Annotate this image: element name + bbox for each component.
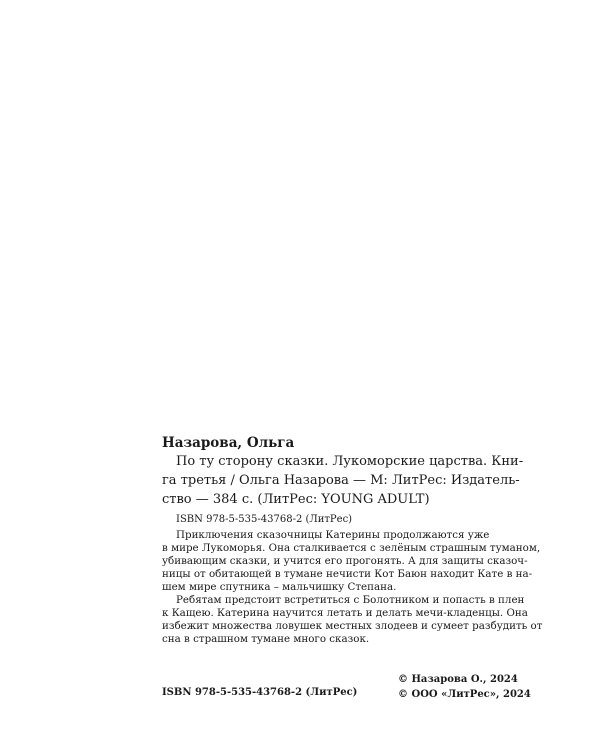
annotation [162, 529, 543, 646]
annotation-line: Приключения сказочницы Катерины продолжаются уже [176, 529, 490, 541]
annotation-line: сна в страшном тумане много сказок. [162, 633, 370, 645]
bibliographic-title [162, 452, 524, 509]
annotation-line: избежит множества ловушек местных злодеев и сумеет разбудить от [162, 620, 543, 632]
copyright-line: © Назарова О., 2024 [398, 674, 518, 685]
title-line: По ту сторону сказки. Лукоморские царства. Кни- [176, 454, 524, 469]
copyright-line: © ООО «ЛитРес», 2024 [398, 689, 531, 700]
author-name: Назарова, Ольга [162, 435, 295, 451]
annotation-line: убивающим сказки, и учится его прогонять. А для защиты сказоч- [162, 555, 528, 567]
annotation-line: в мире Лукоморья. Она сталкивается с зелёным страшным туманом, [162, 542, 541, 554]
annotation-line: шем мире спутника – мальчишку Степана. [162, 581, 397, 593]
copyright-block [398, 672, 531, 702]
annotation-line: к Кащею. Катерина научится летать и делать мечи-кладенцы. Она [162, 607, 528, 619]
isbn-footer: ISBN 978-5-535-43768-2 (ЛитРес) [162, 687, 358, 698]
isbn-line: ISBN 978-5-535-43768-2 (ЛитРес) [176, 514, 353, 525]
annotation-line: Ребятам предстоит встретиться с Болотником и попасть в плен [176, 594, 525, 606]
title-line: га третья / Ольга Назарова — М: ЛитРес: Издатель- [162, 473, 520, 488]
annotation-line: ницы от обитающей в тумане нечисти Кот Баюн находит Кате в на- [162, 568, 533, 580]
title-line: ство — 384 с. (ЛитРес: YOUNG ADULT) [162, 492, 430, 507]
